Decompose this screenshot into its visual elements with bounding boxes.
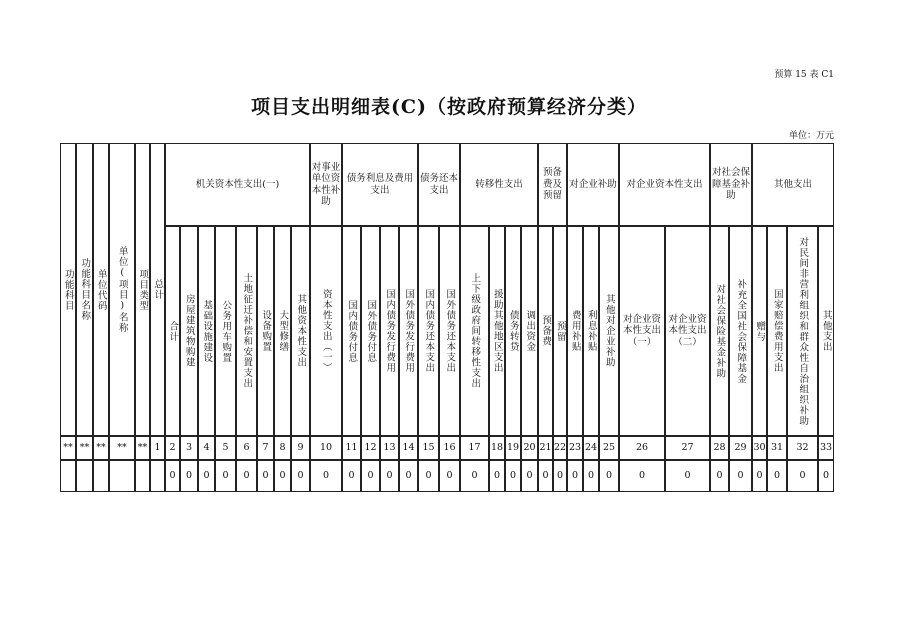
code-cell-col-19: 19 (505, 436, 522, 461)
sub-header-col-22: 预留 (553, 226, 568, 437)
sub-header-col-15: 国内债务还本支出 (418, 226, 440, 437)
sub-header-col-26: 对企业资本性支出（一） (619, 226, 666, 437)
data-cell-col-33: 0 (818, 460, 835, 493)
code-cell-left-3: ** (93, 436, 110, 461)
code-cell-col-5: 5 (215, 436, 237, 461)
code-cell-col-29: 29 (729, 436, 753, 461)
group-header-10: 其他支出 (752, 143, 835, 227)
code-cell-col-20: 20 (521, 436, 539, 461)
code-cell-col-15: 15 (418, 436, 440, 461)
data-cell-left-5 (135, 460, 151, 493)
header-func-subject-name: 功能科目名称 (76, 143, 94, 437)
data-cell-col-21: 0 (538, 460, 554, 493)
code-cell-col-23: 23 (567, 436, 584, 461)
data-cell-col-16: 0 (439, 460, 461, 493)
code-cell-left-6: 1 (150, 436, 166, 461)
sub-header-col-13: 国内债务发行费用 (380, 226, 400, 437)
sub-header-col-27: 对企业资本性支出（二） (665, 226, 711, 437)
sub-header-col-3: 房屋建筑物购建 (180, 226, 199, 437)
data-cell-left-1 (60, 460, 77, 493)
data-cell-col-14: 0 (399, 460, 419, 493)
sub-header-col-5: 公务用车购置 (215, 226, 237, 437)
sub-header-col-28: 对社会保险基金补助 (710, 226, 730, 437)
header-func-subject: 功能科目 (60, 143, 77, 437)
data-cell-col-22: 0 (553, 460, 568, 493)
data-cell-col-23: 0 (567, 460, 584, 493)
data-cell-col-26: 0 (619, 460, 666, 493)
group-header-8: 对企业资本性支出 (619, 143, 711, 227)
group-header-6: 预备费及预留 (538, 143, 568, 227)
header-project-type: 项目类型 (135, 143, 151, 437)
code-cell-col-4: 4 (198, 436, 216, 461)
data-cell-col-3: 0 (180, 460, 199, 493)
sub-header-col-21: 预备费 (538, 226, 554, 437)
data-cell-col-5: 0 (215, 460, 237, 493)
data-cell-col-31: 0 (767, 460, 788, 493)
group-header-5: 转移性支出 (460, 143, 539, 227)
code-cell-col-28: 28 (710, 436, 730, 461)
data-cell-col-9: 0 (291, 460, 311, 493)
code-cell-col-25: 25 (599, 436, 620, 461)
code-cell-left-1: ** (60, 436, 77, 461)
sub-header-col-4: 基础设施建设 (198, 226, 216, 437)
group-header-1: 机关资本性支出(一) (165, 143, 311, 227)
code-cell-col-24: 24 (583, 436, 600, 461)
code-cell-col-12: 12 (361, 436, 381, 461)
data-cell-col-12: 0 (361, 460, 381, 493)
code-cell-col-9: 9 (291, 436, 311, 461)
sub-header-col-33: 其他支出 (818, 226, 835, 437)
code-cell-col-11: 11 (342, 436, 362, 461)
data-cell-left-4 (109, 460, 136, 493)
data-cell-left-3 (93, 460, 110, 493)
data-cell-col-4: 0 (198, 460, 216, 493)
sub-header-col-29: 补充全国社会保障基金 (729, 226, 753, 437)
header-unit-name: 单位(项目)名称 (109, 143, 136, 437)
code-cell-left-5: ** (135, 436, 151, 461)
sub-header-col-24: 利息补贴 (583, 226, 600, 437)
code-cell-col-30: 30 (752, 436, 768, 461)
sub-header-col-10: 资本性支出（一） (310, 226, 343, 437)
sub-header-col-2: 合计 (165, 226, 181, 437)
sub-header-col-7: 设备购置 (257, 226, 275, 437)
data-cell-col-25: 0 (599, 460, 620, 493)
data-cell-col-18: 0 (489, 460, 506, 493)
data-cell-col-28: 0 (710, 460, 730, 493)
sub-header-col-11: 国内债务付息 (342, 226, 362, 437)
sub-header-col-32: 对民间非营利组织和群众性自治组织补助 (787, 226, 819, 437)
code-cell-col-26: 26 (619, 436, 666, 461)
header-grand-total: 总计 (150, 143, 166, 437)
code-cell-col-18: 18 (489, 436, 506, 461)
sub-header-col-9: 其他资本性支出 (291, 226, 311, 437)
data-cell-col-8: 0 (274, 460, 292, 493)
header-unit-code: 单位代码 (93, 143, 110, 437)
budget-table (60, 143, 834, 492)
sub-header-col-6: 土地征迁补偿和安置支出 (236, 226, 258, 437)
code-cell-col-22: 22 (553, 436, 568, 461)
sub-header-col-19: 债务转贷 (505, 226, 522, 437)
code-cell-col-14: 14 (399, 436, 419, 461)
data-cell-col-24: 0 (583, 460, 600, 493)
data-cell-col-27: 0 (665, 460, 711, 493)
code-cell-col-6: 6 (236, 436, 258, 461)
data-cell-col-19: 0 (505, 460, 522, 493)
code-cell-col-8: 8 (274, 436, 292, 461)
data-cell-col-7: 0 (257, 460, 275, 493)
code-cell-col-33: 33 (818, 436, 835, 461)
code-cell-col-32: 32 (787, 436, 819, 461)
code-cell-left-2: ** (76, 436, 94, 461)
data-cell-col-17: 0 (460, 460, 490, 493)
group-header-4: 债务还本支出 (418, 143, 461, 227)
code-cell-col-7: 7 (257, 436, 275, 461)
code-cell-col-31: 31 (767, 436, 788, 461)
data-cell-col-32: 0 (787, 460, 819, 493)
group-header-3: 债务利息及费用支出 (342, 143, 419, 227)
data-cell-col-30: 0 (752, 460, 768, 493)
page-title: 项目支出明细表(C)（按政府预算经济分类） (250, 96, 648, 118)
code-cell-col-13: 13 (380, 436, 400, 461)
group-header-9: 对社会保障基金补助 (710, 143, 753, 227)
data-cell-col-15: 0 (418, 460, 440, 493)
data-cell-left-6 (150, 460, 166, 493)
sub-header-col-31: 国家赔偿费用支出 (767, 226, 788, 437)
code-cell-col-2: 2 (165, 436, 181, 461)
sub-header-col-17: 上下级政府间转移性支出 (460, 226, 490, 437)
sub-header-col-23: 费用补贴 (567, 226, 584, 437)
group-header-7: 对企业补助 (567, 143, 620, 227)
unit-label: 单位：万元 (788, 131, 834, 141)
code-cell-col-10: 10 (310, 436, 343, 461)
code-cell-col-16: 16 (439, 436, 461, 461)
data-cell-col-10: 0 (310, 460, 343, 493)
form-code: 预算 15 表 C1 (774, 70, 834, 80)
code-cell-left-4: ** (109, 436, 136, 461)
code-cell-col-17: 17 (460, 436, 490, 461)
data-cell-col-6: 0 (236, 460, 258, 493)
data-cell-col-20: 0 (521, 460, 539, 493)
sub-header-col-25: 其他对企业补助 (599, 226, 620, 437)
data-cell-left-2 (76, 460, 94, 493)
code-cell-col-21: 21 (538, 436, 554, 461)
sub-header-col-14: 国外债务发行费用 (399, 226, 419, 437)
code-cell-col-3: 3 (180, 436, 199, 461)
code-cell-col-27: 27 (665, 436, 711, 461)
sub-header-col-16: 国外债务还本支出 (439, 226, 461, 437)
data-cell-col-11: 0 (342, 460, 362, 493)
sub-header-col-20: 调出资金 (521, 226, 539, 437)
sub-header-col-8: 大型修缮 (274, 226, 292, 437)
data-cell-col-13: 0 (380, 460, 400, 493)
group-header-2: 对事业单位资本性补助 (310, 143, 343, 227)
data-cell-col-2: 0 (165, 460, 181, 493)
sub-header-col-12: 国外债务付息 (361, 226, 381, 437)
sub-header-col-30: 赠与 (752, 226, 768, 437)
data-cell-col-29: 0 (729, 460, 753, 493)
sub-header-col-18: 援助其他地区支出 (489, 226, 506, 437)
